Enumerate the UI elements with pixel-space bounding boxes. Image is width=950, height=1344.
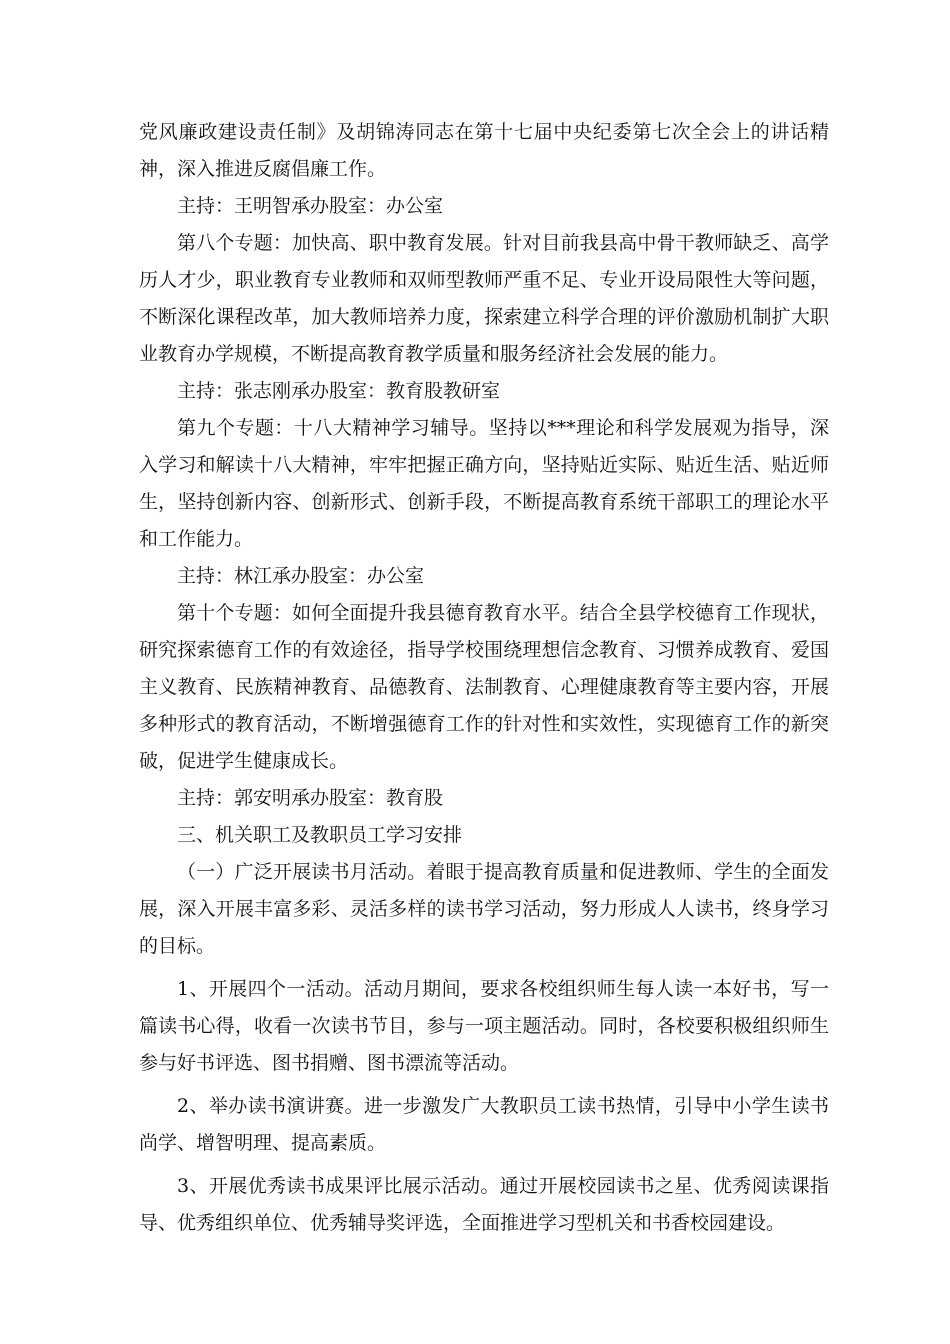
paragraph-topic-9: 第九个专题：十八大精神学习辅导。坚持以***理论和科学发展观为指导，深入学习和解读十八大精神，牢牢把握正确方向，坚持贴近实际、贴近生活、贴近师生，坚持创新内容、创新形式、创新手段，不断提高教育系统干部职工的理论水平和工作能力。 (139, 417, 829, 550)
paragraph-continuation: 党风廉政建设责任制》及胡锦涛同志在第十七届中央纪委第七次全会上的讲话精神，深入推进反腐倡廉工作。 (139, 121, 829, 180)
paragraph-reading-month: （一）广泛开展读书月活动。着眼于提高教育质量和促进教师、学生的全面发展，深入开展丰富多彩、灵活多样的读书学习活动，努力形成人人读书，终身学习的目标。 (139, 861, 829, 957)
section-heading-3: 三、机关职工及教职员工学习安排 (177, 824, 463, 846)
paragraph-host-9: 主持：张志刚承办股室：教育股教研室 (177, 380, 501, 402)
paragraph-item-1: 1、开展四个一活动。活动月期间，要求各校组织师生每人读一本好书，写一篇读书心得，收看一次读书节目，参与一项主题活动。同时，各校要积极组织师生参与好书评选、图书捐赠、图书漂流等活动。 (139, 978, 829, 1074)
paragraph-item-2: 2、举办读书演讲赛。进一步激发广大教职员工读书热情，引导中小学生读书尚学、增智明理、提高素质。 (139, 1095, 829, 1154)
paragraph-host-8: 主持：王明智承办股室：办公室 (177, 195, 444, 217)
paragraph-host-11: 主持：郭安明承办股室：教育股 (177, 787, 444, 809)
paragraph-topic-10: 第十个专题：如何全面提升我县德育教育水平。结合全县学校德育工作现状，研究探索德育工作的有效途径，指导学校围绕理想信念教育、习惯养成教育、爱国主义教育、民族精神教育、品德教育、法制教育、心理健康教育等主要内容，开展多种形式的教育活动，不断增强德育工作的针对性和实效性，实现德育工作的新突破，促进学生健康成长。 (139, 602, 829, 772)
paragraph-host-10: 主持：林江承办股室：办公室 (177, 565, 425, 587)
paragraph-topic-8: 第八个专题：加快高、职中教育发展。针对目前我县高中骨干教师缺乏、高学历人才少，职业教育专业教师和双师型教师严重不足、专业开设局限性大等问题，不断深化课程改革，加大教师培养力度，探索建立科学合理的评价激励机制扩大职业教育办学规模，不断提高教育教学质量和服务经济社会发展的能力。 (139, 232, 829, 365)
paragraph-item-3: 3、开展优秀读书成果评比展示活动。通过开展校园读书之星、优秀阅读课指导、优秀组织单位、优秀辅导奖评选，全面推进学习型机关和书香校园建设。 (139, 1175, 829, 1234)
document-body (139, 114, 829, 1242)
